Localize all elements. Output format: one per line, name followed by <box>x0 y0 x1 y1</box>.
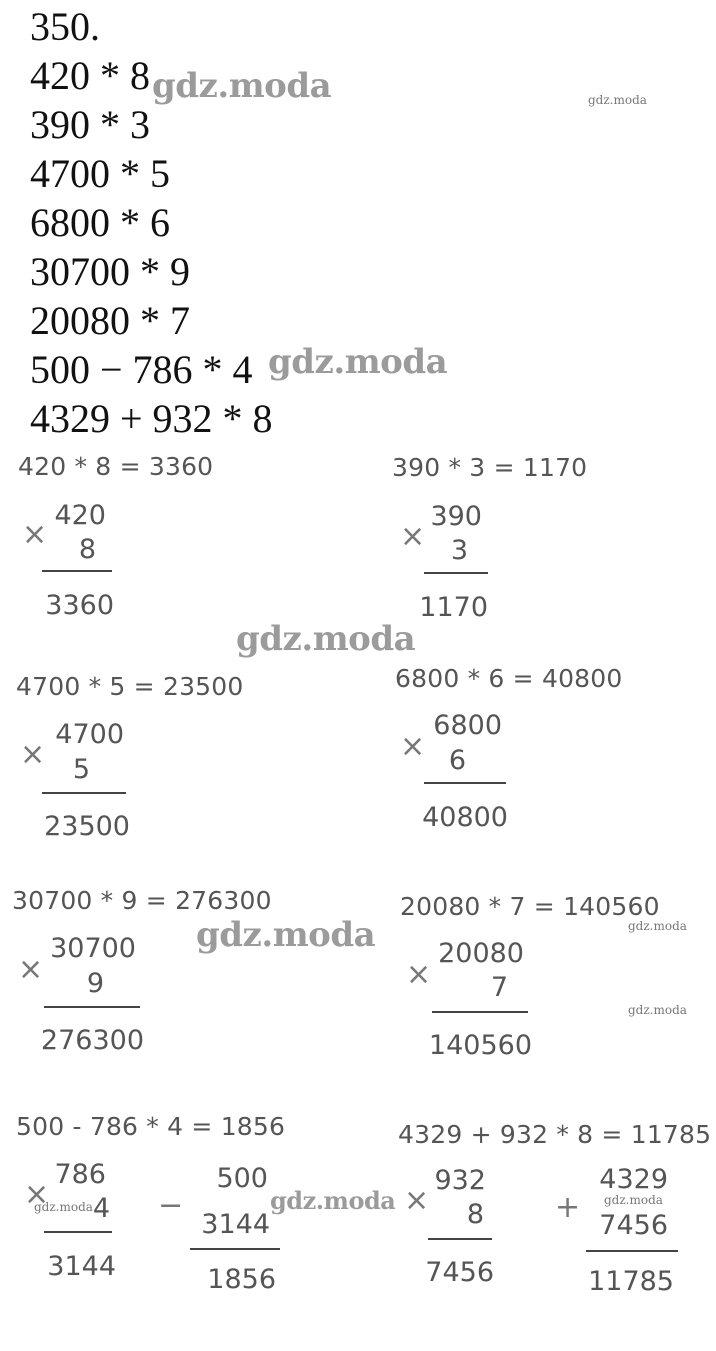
solution-7-mul-bottom: 4 <box>92 1193 110 1224</box>
watermark-small: gdz.moda <box>588 93 647 107</box>
solution-7-equation: 500 - 786 * 4 = 1856 <box>16 1112 286 1141</box>
watermark: gdz.moda <box>152 66 332 106</box>
solution-2-result: 1170 <box>419 592 488 623</box>
solution-4-rule <box>424 782 506 784</box>
times-sign-6: × <box>406 957 432 992</box>
solution-7-sub-bottom: 3144 <box>201 1209 270 1240</box>
solution-3-multiplier: 5 <box>72 754 90 785</box>
times-sign-3: × <box>20 737 46 772</box>
solution-4-multiplier: 6 <box>448 745 466 776</box>
solution-2-rule <box>424 572 488 574</box>
solution-6-result: 140560 <box>428 1030 532 1061</box>
solution-5-rule <box>44 1006 140 1008</box>
times-sign-1: × <box>22 517 48 552</box>
task-line-8: 4329 + 932 * 8 <box>30 396 273 441</box>
solution-1-multiplier: 8 <box>78 534 96 565</box>
task-line-7: 500 − 786 * 4 <box>30 347 253 392</box>
task-number: 350. <box>30 4 100 49</box>
times-sign-2: × <box>400 519 426 554</box>
solution-8-add-result: 11785 <box>588 1266 674 1297</box>
solution-7-sub-top: 500 <box>216 1163 268 1194</box>
solution-4-multiplicand: 6800 <box>433 710 502 741</box>
solution-8-mul-result: 7456 <box>425 1257 494 1288</box>
watermark: gdz.moda <box>268 342 448 382</box>
solution-3-equation: 4700 * 5 = 23500 <box>16 672 244 701</box>
solution-8-mul-bottom: 8 <box>466 1199 484 1230</box>
solution-6-equation: 20080 * 7 = 140560 <box>400 892 660 921</box>
watermark-small: gdz.moda <box>34 1200 93 1214</box>
solution-8-add-top: 4329 <box>599 1164 668 1195</box>
task-list <box>30 51 273 443</box>
solution-5-multiplicand: 30700 <box>50 933 136 964</box>
solution-1-equation: 420 * 8 = 3360 <box>18 452 214 481</box>
solution-5-result: 276300 <box>40 1025 144 1056</box>
solution-8-add-rule <box>586 1250 678 1252</box>
solution-4-result: 40800 <box>422 802 508 833</box>
watermark-small: gdz.moda <box>604 1193 663 1207</box>
minus-sign-7: − <box>158 1188 184 1223</box>
solution-6-multiplier: 7 <box>490 972 508 1003</box>
times-sign-8: × <box>404 1183 430 1218</box>
times-sign-4: × <box>400 729 426 764</box>
solution-8-add-bottom: 7456 <box>599 1210 668 1241</box>
task-line-1: 420 * 8 <box>30 53 150 98</box>
solution-2-multiplier: 3 <box>450 535 468 566</box>
watermark: gdz.moda <box>196 915 376 955</box>
watermark-small: gdz.moda <box>628 1003 687 1017</box>
solution-7-mul-rule <box>44 1231 112 1233</box>
solution-6-rule <box>432 1011 528 1013</box>
times-sign-7: × <box>24 1177 50 1212</box>
solution-1-rule <box>42 570 112 572</box>
solution-5-multiplier: 9 <box>86 968 104 999</box>
solution-5-equation: 30700 * 9 = 276300 <box>12 886 272 915</box>
solution-7-sub-result: 1856 <box>207 1264 276 1295</box>
solution-7-sub-rule <box>190 1248 280 1250</box>
task-line-2: 390 * 3 <box>30 102 150 147</box>
watermark-small: gdz.moda <box>628 919 687 933</box>
solution-2-equation: 390 * 3 = 1170 <box>392 453 588 482</box>
solution-4-equation: 6800 * 6 = 40800 <box>395 664 623 693</box>
watermark: gdz.moda <box>270 1186 396 1215</box>
solution-8-mul-top: 932 <box>434 1165 486 1196</box>
plus-sign-8: + <box>555 1190 581 1225</box>
solution-7-mul-top: 786 <box>54 1159 106 1190</box>
watermark: gdz.moda <box>236 619 416 659</box>
task-line-4: 6800 * 6 <box>30 200 170 245</box>
solution-8-equation: 4329 + 932 * 8 = 11785 <box>398 1120 712 1149</box>
solution-3-multiplicand: 4700 <box>55 719 124 750</box>
times-sign-5: × <box>18 952 44 987</box>
solution-3-rule <box>42 792 126 794</box>
solution-6-multiplicand: 20080 <box>438 938 524 969</box>
task-line-6: 20080 * 7 <box>30 298 190 343</box>
solution-1-multiplicand: 420 <box>54 500 106 531</box>
solution-2-multiplicand: 390 <box>430 501 482 532</box>
solution-8-mul-rule <box>428 1238 492 1240</box>
solution-7-mul-result: 3144 <box>47 1251 116 1282</box>
task-line-5: 30700 * 9 <box>30 249 190 294</box>
task-line-3: 4700 * 5 <box>30 151 170 196</box>
solution-3-result: 23500 <box>44 811 130 842</box>
solution-1-result: 3360 <box>45 590 114 621</box>
